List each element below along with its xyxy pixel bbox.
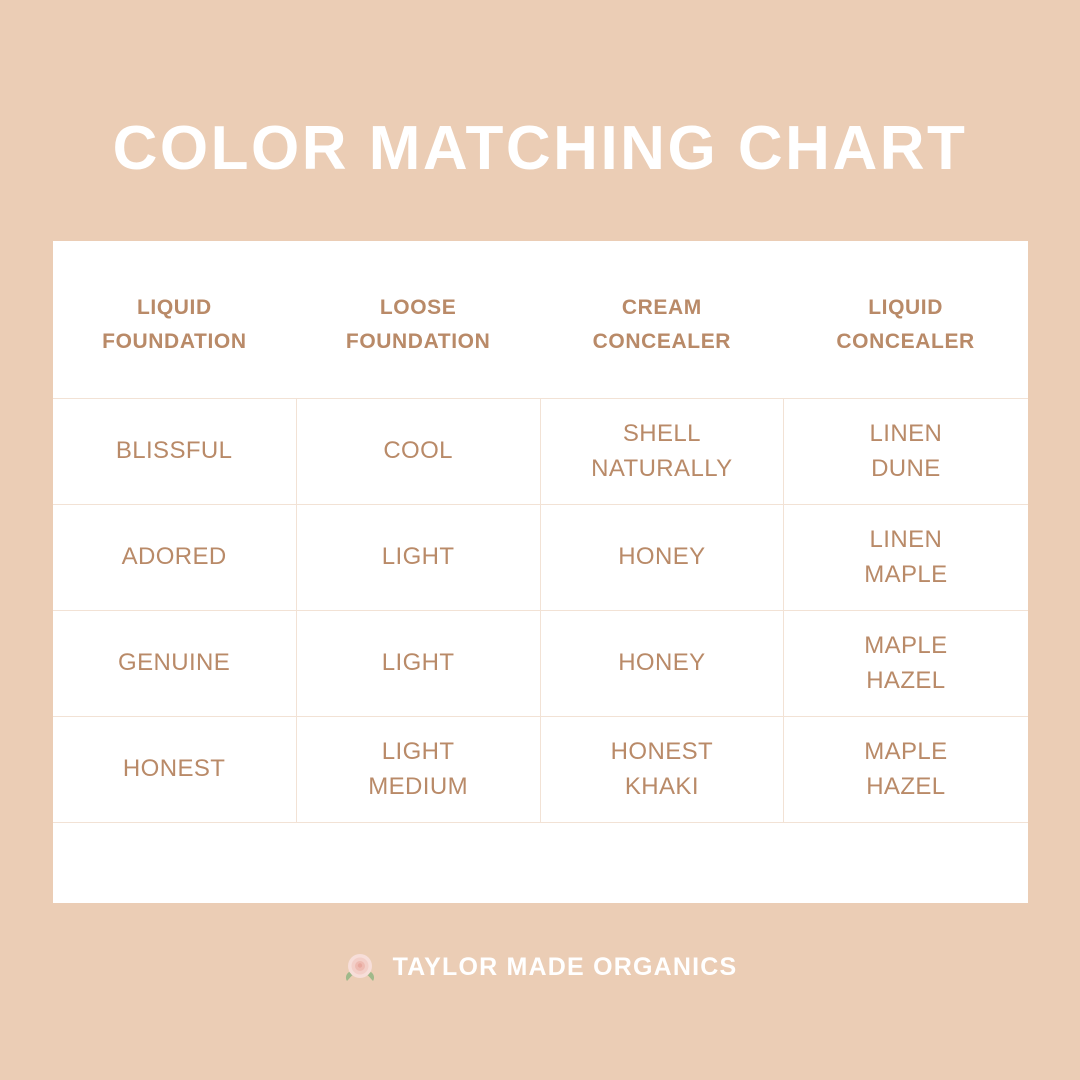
column-header-loose-foundation (296, 285, 540, 399)
cell-loose-foundation: LIGHT (296, 505, 540, 611)
cell-liquid-concealer (784, 611, 1028, 717)
cell-line: MAPLE (864, 737, 948, 765)
cell-line: SHELL (622, 419, 701, 447)
cell-cream-concealer: HONEY (540, 611, 784, 717)
chart-card (53, 241, 1028, 903)
cell-line: LINEN (869, 525, 943, 553)
header-line: CONCEALER (592, 329, 732, 353)
cell-liquid-foundation: ADORED (53, 505, 297, 611)
brand-footer (343, 950, 738, 984)
cell-cream-concealer: HONEY (540, 505, 784, 611)
table-row (53, 505, 1028, 611)
cell-line: MAPLE (864, 560, 948, 588)
cell-line: MAPLE (864, 631, 948, 659)
header-line: LOOSE (379, 296, 457, 319)
cell-liquid-concealer (784, 505, 1028, 611)
header-line: LIQUID (868, 296, 943, 319)
table-header-row (53, 285, 1028, 399)
cell-line: LIGHT (381, 737, 455, 765)
header-line: CREAM (621, 296, 702, 319)
cell-liquid-foundation: GENUINE (53, 611, 297, 717)
cell-liquid-concealer (784, 717, 1028, 823)
cell-line: DUNE (871, 454, 941, 482)
table-header (53, 285, 1028, 399)
header-line: CONCEALER (836, 329, 975, 353)
cell-liquid-concealer (784, 399, 1028, 505)
cell-liquid-foundation: BLISSFUL (53, 399, 297, 505)
card-bottom-spacer (53, 823, 1028, 903)
brand-name: TAYLOR MADE ORGANICS (392, 952, 738, 981)
header-line: FOUNDATION (345, 329, 491, 353)
color-matching-table (53, 285, 1028, 823)
cell-line: MEDIUM (368, 772, 468, 800)
table-row (53, 717, 1028, 823)
cell-line: HAZEL (866, 772, 946, 800)
cell-line: HONEST (610, 737, 714, 765)
rose-icon (343, 950, 377, 984)
cell-loose-foundation: COOL (296, 399, 540, 505)
cell-loose-foundation: LIGHT (296, 611, 540, 717)
table-row (53, 399, 1028, 505)
cell-line: KHAKI (624, 772, 699, 800)
cell-cream-concealer (540, 399, 784, 505)
cell-loose-foundation (296, 717, 540, 823)
cell-cream-concealer (540, 717, 784, 823)
cell-line: NATURALLY (591, 454, 733, 482)
page-title: COLOR MATCHING CHART (112, 114, 968, 183)
column-header-liquid-concealer (784, 285, 1028, 399)
table-body (53, 399, 1028, 823)
column-header-cream-concealer (540, 285, 784, 399)
cell-liquid-foundation: HONEST (53, 717, 297, 823)
column-header-liquid-foundation (53, 285, 297, 399)
header-line: FOUNDATION (102, 329, 247, 353)
header-line: LIQUID (136, 296, 212, 319)
cell-line: HAZEL (866, 666, 946, 694)
cell-line: LINEN (869, 419, 943, 447)
table-row (53, 611, 1028, 717)
